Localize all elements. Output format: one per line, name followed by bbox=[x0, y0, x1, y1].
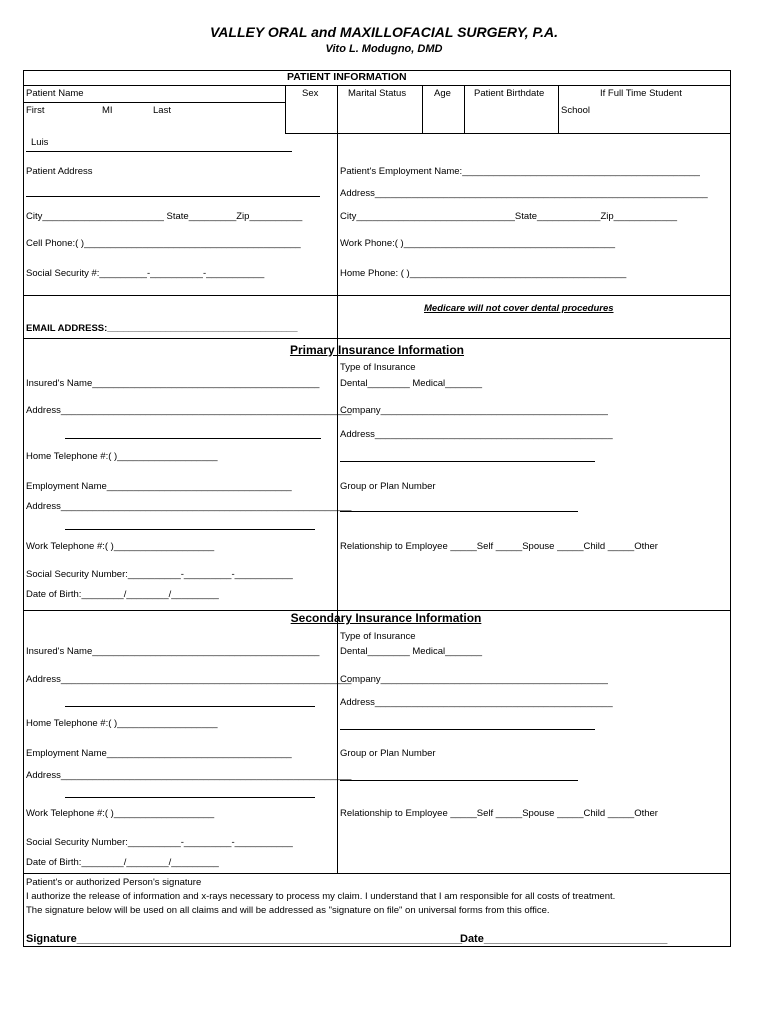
secondary-emp-address-underline bbox=[65, 797, 315, 798]
secondary-type-label: Type of Insurance bbox=[340, 631, 416, 642]
authorization-line-3: The signature below will be used on all claims and will be addressed as "signature on file" on universal forms from this office. bbox=[26, 905, 550, 916]
signature-field[interactable]: Signature_______________________________________________________________ bbox=[26, 933, 463, 945]
secondary-dob-field[interactable]: Date of Birth:________/________/_________ bbox=[26, 857, 219, 868]
divider bbox=[23, 295, 731, 296]
secondary-company-field[interactable]: Company___________________________________________ bbox=[340, 674, 608, 685]
secondary-address-underline bbox=[65, 706, 315, 707]
divider bbox=[337, 85, 338, 133]
primary-ins-address-underline bbox=[340, 461, 595, 462]
secondary-insurance-title: Secondary Insurance Information bbox=[290, 611, 482, 625]
secondary-ins-address-underline bbox=[340, 729, 595, 730]
secondary-dental-medical-field[interactable]: Dental________ Medical_______ bbox=[340, 646, 483, 657]
primary-ssn-field[interactable]: Social Security Number:__________-_________-___________ bbox=[26, 569, 293, 580]
divider bbox=[285, 85, 286, 133]
primary-company-field[interactable]: Company___________________________________________ bbox=[340, 405, 608, 416]
name-underline bbox=[26, 151, 292, 152]
practice-name: VALLEY ORAL and MAXILLOFACIAL SURGERY, P.A. bbox=[210, 24, 558, 40]
primary-insurance-title: Primary Insurance Information bbox=[289, 343, 465, 357]
primary-emp-address-field[interactable]: Address_______________________________________________________ bbox=[26, 501, 352, 512]
patient-name-value[interactable]: Luis bbox=[31, 137, 49, 148]
primary-relationship-field[interactable]: Relationship to Employee _____Self _____Spouse _____Child _____Other bbox=[340, 541, 658, 552]
primary-address-underline bbox=[65, 438, 321, 439]
first-label: First bbox=[26, 105, 45, 116]
secondary-work-phone-field[interactable]: Work Telephone #:( )___________________ bbox=[26, 808, 215, 819]
authorization-line-2: I authorize the release of information and x-rays necessary to process my claim. I understand that I am responsible for all costs of treatment. bbox=[26, 891, 616, 902]
employer-city-field[interactable]: City______________________________State____________Zip____________ bbox=[340, 211, 678, 222]
secondary-relationship-field[interactable]: Relationship to Employee _____Self _____Spouse _____Child _____Other bbox=[340, 808, 658, 819]
primary-insured-name-field[interactable]: Insured's Name___________________________________________ bbox=[26, 378, 320, 389]
patient-address-label: Patient Address bbox=[26, 166, 93, 177]
cell-phone-field[interactable]: Cell Phone:( )_________________________________________ bbox=[26, 238, 301, 249]
mi-label: MI bbox=[102, 105, 113, 116]
date-field[interactable]: Date______________________________ bbox=[460, 933, 668, 945]
divider bbox=[23, 873, 731, 874]
primary-emp-address-underline bbox=[65, 529, 315, 530]
birthdate-label: Patient Birthdate bbox=[474, 88, 545, 99]
email-field[interactable]: EMAIL ADDRESS:____________________________________ bbox=[26, 323, 298, 334]
secondary-group-label: Group or Plan Number bbox=[340, 748, 436, 759]
sex-label: Sex bbox=[302, 88, 319, 99]
school-label: School bbox=[561, 105, 591, 116]
divider bbox=[285, 133, 731, 134]
patient-city-field[interactable]: City_______________________ State_________Zip__________ bbox=[26, 211, 303, 222]
divider bbox=[558, 85, 559, 133]
patient-ssn-field[interactable]: Social Security #:_________-__________-___________ bbox=[26, 268, 265, 279]
primary-work-phone-field[interactable]: Work Telephone #:( )___________________ bbox=[26, 541, 215, 552]
doctor-name: Vito L. Modugno, DMD bbox=[325, 43, 443, 55]
student-label: If Full Time Student bbox=[600, 88, 682, 99]
primary-group-underline bbox=[340, 511, 578, 512]
secondary-ssn-field[interactable]: Social Security Number:__________-_________-___________ bbox=[26, 837, 293, 848]
primary-address-field[interactable]: Address_______________________________________________________ bbox=[26, 405, 352, 416]
home-phone-field[interactable]: Home Phone: ( )_________________________________________ bbox=[340, 268, 627, 279]
divider bbox=[23, 102, 286, 103]
divider bbox=[464, 85, 465, 133]
authorization-line-1: Patient's or authorized Person's signature bbox=[26, 877, 202, 888]
secondary-home-phone-field[interactable]: Home Telephone #:( )___________________ bbox=[26, 718, 218, 729]
primary-type-label: Type of Insurance bbox=[340, 362, 416, 373]
secondary-employment-name-field[interactable]: Employment Name___________________________________ bbox=[26, 748, 292, 759]
primary-employment-name-field[interactable]: Employment Name___________________________________ bbox=[26, 481, 292, 492]
secondary-insured-name-field[interactable]: Insured's Name___________________________________________ bbox=[26, 646, 320, 657]
work-phone-field[interactable]: Work Phone:( )________________________________________ bbox=[340, 238, 616, 249]
primary-dental-medical-field[interactable]: Dental________ Medical_______ bbox=[340, 378, 483, 389]
secondary-ins-address-field[interactable]: Address_____________________________________________ bbox=[340, 697, 613, 708]
primary-dob-field[interactable]: Date of Birth:________/________/_________ bbox=[26, 589, 219, 600]
patient-info-title: PATIENT INFORMATION bbox=[287, 71, 407, 83]
secondary-emp-address-field[interactable]: Address_______________________________________________________ bbox=[26, 770, 352, 781]
employer-address-field[interactable]: Address_______________________________________________________________ bbox=[340, 188, 708, 199]
primary-home-phone-field[interactable]: Home Telephone #:( )___________________ bbox=[26, 451, 218, 462]
divider bbox=[422, 85, 423, 133]
marital-status-label: Marital Status bbox=[348, 88, 407, 99]
patient-name-label: Patient Name bbox=[26, 88, 84, 99]
primary-ins-address-field[interactable]: Address_____________________________________________ bbox=[340, 429, 613, 440]
age-label: Age bbox=[434, 88, 451, 99]
medicare-note: Medicare will not cover dental procedures bbox=[424, 303, 614, 314]
employment-name-field[interactable]: Patient's Employment Name:_____________________________________________ bbox=[340, 166, 700, 177]
secondary-address-field[interactable]: Address_______________________________________________________ bbox=[26, 674, 352, 685]
divider bbox=[23, 338, 731, 339]
last-label: Last bbox=[153, 105, 171, 116]
divider bbox=[23, 85, 731, 86]
secondary-group-underline bbox=[340, 780, 578, 781]
primary-group-label: Group or Plan Number bbox=[340, 481, 436, 492]
address-underline bbox=[26, 196, 320, 197]
